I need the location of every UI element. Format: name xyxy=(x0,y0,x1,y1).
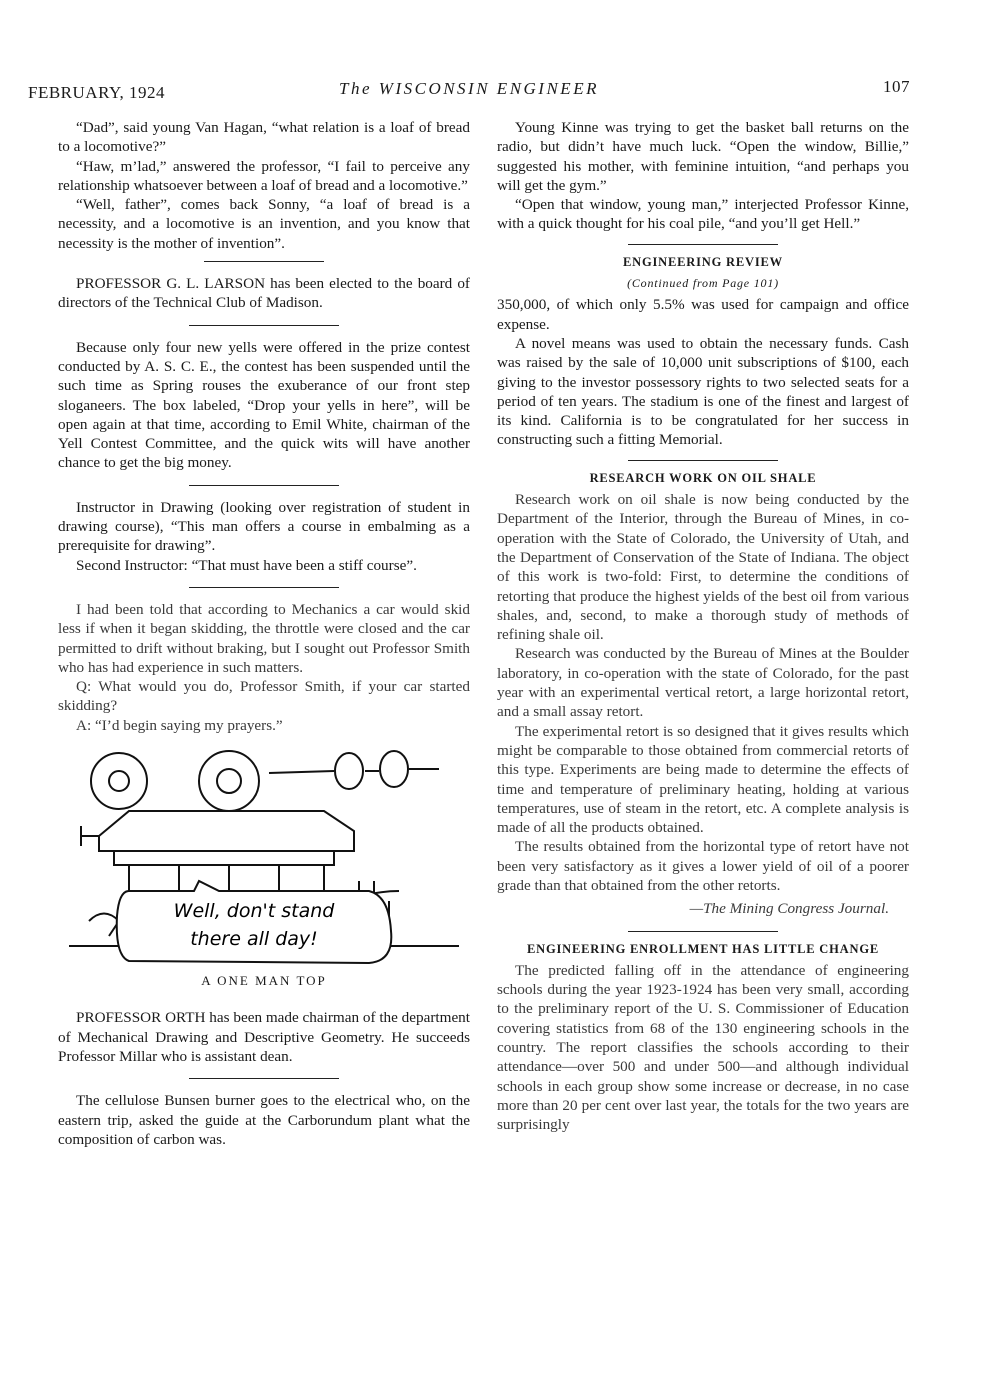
skid-joke-2: Q: What would you do, Professor Smith, if your car started skidding? xyxy=(58,678,470,715)
bread-joke-line-1: “Dad”, said young Van Hagan, “what relation is a loaf of bread to a locomotive?” xyxy=(58,119,470,156)
engineering-review-heading: ENGINEERING REVIEW xyxy=(623,254,783,269)
oil-shale-paragraph-4: The results obtained from the horizontal type of retort have not been very satisfactory as it gives a lower yield of oil of a poorer grade than that obtained from the other retorts. xyxy=(497,838,909,894)
left-column xyxy=(58,118,470,1149)
oil-shale-heading: RESEARCH WORK ON OIL SHALE xyxy=(589,470,817,485)
divider xyxy=(189,485,339,486)
engineering-review-subheading: (Continued from Page 101) xyxy=(627,276,779,291)
oil-shale-paragraph-2: Research was conducted by the Bureau of Mines at the Boulder laboratory, in co-operation with the state of Colorado, for the past year with an experimental vertical retort, a large horizontal retort, and a small assay retort. xyxy=(497,645,909,721)
oil-shale-paragraph-3: The experimental retort is so designed that it gives results which might be comparable to those obtained from commercial retorts of this type. Experiments are being made to determine the effects of time and temperature of preliminary heating, holding at various temperatures, use of steam in the retort, etc. A complete analysis is made of all the products obtained. xyxy=(497,722,909,837)
one-man-top-cartoon xyxy=(69,741,459,971)
review-paragraph-1: 350,000, of which only 5.5% was used for campaign and office expense. xyxy=(497,296,909,333)
oil-shale-source: —The Mining Congress Journal. xyxy=(689,900,889,918)
orth-note: PROFESSOR ORTH has been made chairman of the department of Mechanical Drawing and Descriptive Geometry. He succeeds Professor Millar who is assistant dean. xyxy=(58,1009,470,1065)
bunsen-joke: The cellulose Bunsen burner goes to the electrical who, on the eastern trip, asked the guide at the Carborundum plant what the composition of carbon was. xyxy=(58,1092,470,1148)
divider xyxy=(189,325,339,326)
kinne-joke-2: “Open that window, young man,” interjected Professor Kinne, with a quick thought for his coal pile, “and you’ll get Hell.” xyxy=(497,196,909,233)
enrollment-paragraph: The predicted falling off in the attendance of engineering schools during the year 1923-1924 has been very small, according to the preliminary report of the U. S. Commissioner of Education covering statistics from 68 of the 130 engineering schools in the country. The report classifies the schools according to their attendance—over 500 and under 500—and although individual schools in each group show some increase or decrease, in no case more than 20 per cent over last year, the totals for the two years are surprisingly xyxy=(497,961,909,1134)
drawing-joke-1: Instructor in Drawing (looking over registration of student in drawing course), “This man offers a course in embalming as a prerequisite for drawing”. xyxy=(58,498,470,555)
review-paragraph-2: A novel means was used to obtain the necessary funds. Cash was raised by the sale of 10,000 unit subscriptions of $100, each giving to the investor possessory rights to two selected seats for a period of ten years. The stadium is one of the finest and largest of its kind. California is to be congratulated for her success in constructing such a fitting Memorial. xyxy=(497,334,909,449)
cartoon-caption: A ONE MAN TOP xyxy=(201,973,327,989)
skid-joke-3: A: “I’d begin saying my prayers.” xyxy=(76,716,283,734)
issue-date: FEBRUARY, 1924 xyxy=(28,83,166,102)
divider xyxy=(204,261,324,262)
wheel-icon xyxy=(199,751,259,811)
drawing-joke-2: Second Instructor: “That must have been a stiff course”. xyxy=(76,556,417,574)
car-body-icon xyxy=(99,811,354,851)
car-frame-icon xyxy=(114,851,334,865)
yells-note: Because only four new yells were offered in the prize contest conducted by A. S. C. E., the contest has been suspended until the such time as Spring rouses the exuberance of our front step sloganeers. The box labeled, “Drop your yells in here”, will be open again at that time, according to Emil White, chairman of the Yell Contest Committee, and the quick wits will have another chance to get the big money. xyxy=(58,338,470,472)
larson-note: PROFESSOR G. L. LARSON has been elected to the board of directors of the Technical Club of Madison. xyxy=(58,275,470,312)
flying-wheel-icon xyxy=(335,753,363,789)
enrollment-heading: ENGINEERING ENROLLMENT HAS LITTLE CHANGE xyxy=(527,941,879,956)
divider xyxy=(628,460,778,461)
wheel-icon xyxy=(91,753,147,809)
speech-bubble-icon xyxy=(117,881,392,963)
oil-shale-paragraph-1: Research work on oil shale is now being conducted by the Department of the Interior, through the Bureau of Mines, in co-operation with the State of Colorado, the University of Utah, and the Department of Conservation of the State of Indiana. The object of this work is two-fold: First, to determine the conditions of retorting that produce the highest yields of the best oil from various shales, and, second, to make a thorough study of methods of refining shale oil. xyxy=(497,491,909,644)
bread-joke-line-2: “Haw, m’lad,” answered the professor, “I fail to perceive any relationship whatsoever between a loaf of bread and a locomotive.” xyxy=(58,157,470,194)
running-header xyxy=(28,75,910,105)
skid-joke-1: I had been told that according to Mechanics a car would skid less if when it began skidding, the throttle were closed and the car permitted to drift without braking, but I sought out Professor Smith who has had experience in such matters. xyxy=(58,600,470,676)
page-number: 107 xyxy=(883,77,910,96)
bubble-text-line-1: Well, don't stand xyxy=(173,900,335,923)
divider xyxy=(189,587,339,588)
right-column xyxy=(497,118,909,1135)
kinne-joke-1: Young Kinne was trying to get the basket ball returns on the radio, but didn’t have much luck. “Open the window, Billie,” suggested his mother, with feminine intuition, “and perhaps you will get the gym.” xyxy=(497,119,909,194)
divider xyxy=(628,931,778,932)
divider xyxy=(189,1078,339,1079)
bubble-text-line-2: there all day! xyxy=(190,928,318,951)
bread-joke-line-3: “Well, father”, comes back Sonny, “a loaf of bread is a necessity, and a locomotive is an invention, and you know that necessity is the mother of invention”. xyxy=(58,196,470,252)
magazine-title: The WISCONSIN ENGINEER xyxy=(339,79,599,98)
divider xyxy=(628,244,778,245)
